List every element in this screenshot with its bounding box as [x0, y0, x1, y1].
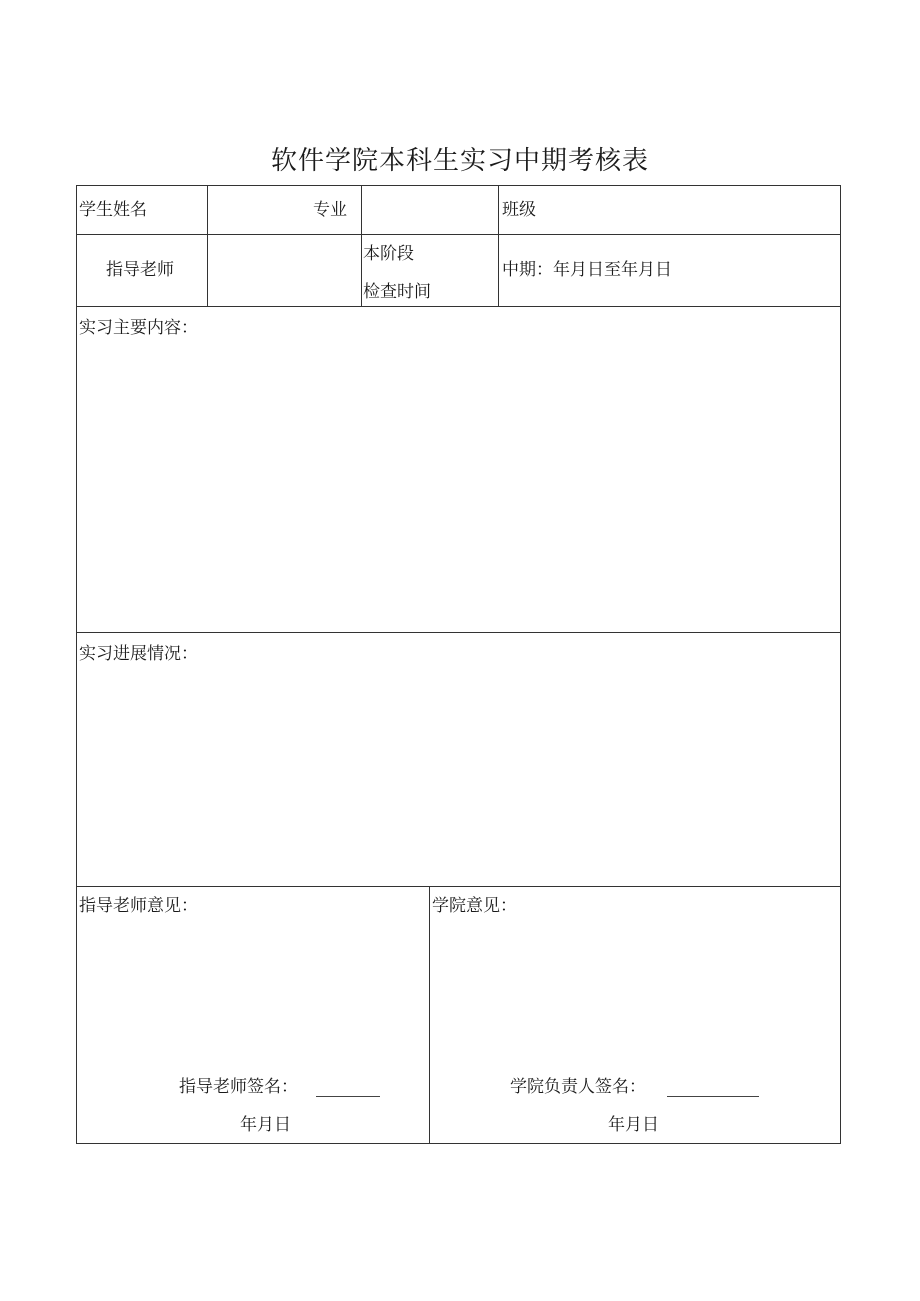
- college-sign-label: 学院负责人签名：: [510, 1077, 646, 1097]
- class-label: 班级: [502, 200, 536, 220]
- advisor-sign-label: 指导老师签名：: [179, 1077, 298, 1097]
- progress-label: 实习进展情况：: [79, 644, 198, 664]
- page-title: 软件学院本科生实习中期考核表: [270, 146, 649, 176]
- college-opinion-label: 学院意见：: [432, 896, 517, 916]
- progress-area[interactable]: [77, 668, 840, 884]
- advisor-field[interactable]: [208, 235, 361, 306]
- advisor-opinion-label: 指导老师意见：: [79, 896, 198, 916]
- student-name-label: 学生姓名: [79, 200, 147, 220]
- row2-bottom-border: [76, 306, 841, 307]
- progress-bottom-border: [76, 886, 841, 887]
- period-label-line1: 本阶段: [363, 244, 414, 264]
- period-label-line2: 检查时间: [363, 282, 431, 302]
- college-signature-line[interactable]: [667, 1096, 759, 1097]
- advisor-date: 年月日: [240, 1115, 291, 1135]
- major-label: 专业: [313, 200, 347, 220]
- college-opinion-area[interactable]: [430, 920, 838, 1060]
- advisor-label: 指导老师: [106, 260, 174, 280]
- row1-bottom-border: [76, 234, 841, 235]
- content-bottom-border: [76, 632, 841, 633]
- period-value: 中期：年月日至年月日: [502, 260, 672, 280]
- advisor-signature-line[interactable]: [316, 1096, 380, 1097]
- content-label: 实习主要内容：: [79, 318, 198, 338]
- college-date: 年月日: [608, 1115, 659, 1135]
- major-field[interactable]: [362, 186, 498, 234]
- content-area[interactable]: [77, 340, 840, 630]
- col3-border: [498, 185, 499, 306]
- advisor-opinion-area[interactable]: [77, 920, 427, 1060]
